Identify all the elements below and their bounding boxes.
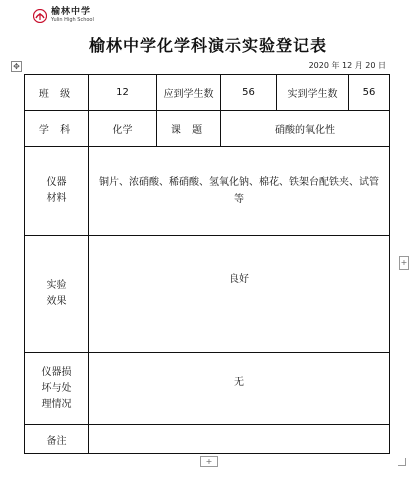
table-row bbox=[25, 236, 390, 353]
effect-label: 实验效果 bbox=[25, 236, 89, 353]
school-emblem-icon bbox=[33, 9, 47, 23]
notes-label: 备注 bbox=[25, 425, 89, 454]
record-date: 2020 年 12 月 20 日 bbox=[308, 61, 386, 70]
actual-students-label: 实到学生数 bbox=[277, 75, 349, 111]
expected-students-label: 应到学生数 bbox=[157, 75, 221, 111]
topic-label: 课 题 bbox=[157, 111, 221, 147]
notes-value[interactable] bbox=[89, 425, 390, 454]
class-value[interactable]: 12 bbox=[89, 75, 157, 111]
expected-students-value[interactable]: 56 bbox=[221, 75, 277, 111]
add-row-icon[interactable]: + bbox=[200, 456, 218, 467]
table-row bbox=[25, 75, 390, 111]
topic-value[interactable]: 硝酸的氧化性 bbox=[221, 111, 390, 147]
damage-label: 仪器损坏与处理情况 bbox=[25, 353, 89, 425]
subject-label: 学 科 bbox=[25, 111, 89, 147]
resize-handle-icon[interactable] bbox=[398, 458, 406, 466]
equipment-value[interactable]: 铜片、浓硝酸、稀硝酸、氢氧化钠、棉花、铁架台配铁夹、试管等 bbox=[89, 147, 390, 236]
actual-students-value[interactable]: 56 bbox=[349, 75, 390, 111]
equipment-label: 仪器材料 bbox=[25, 147, 89, 236]
table-row bbox=[25, 353, 390, 425]
class-label: 班 级 bbox=[25, 75, 89, 111]
experiment-record-table bbox=[24, 74, 390, 454]
table-row bbox=[25, 111, 390, 147]
table-row bbox=[25, 425, 390, 454]
document-title: 榆林中学化学科演示实验登记表 bbox=[88, 36, 327, 55]
logo-name-en: Yulin High School bbox=[51, 17, 94, 23]
effect-value[interactable]: 良好 bbox=[89, 236, 390, 353]
subject-value[interactable]: 化学 bbox=[89, 111, 157, 147]
table-move-handle-icon[interactable]: ✥ bbox=[11, 61, 22, 72]
school-logo bbox=[33, 8, 94, 23]
add-column-icon[interactable]: + bbox=[399, 256, 409, 270]
logo-name-cn: 榆林中学 bbox=[51, 7, 92, 17]
damage-value[interactable]: 无 bbox=[89, 353, 390, 425]
table-row bbox=[25, 147, 390, 236]
